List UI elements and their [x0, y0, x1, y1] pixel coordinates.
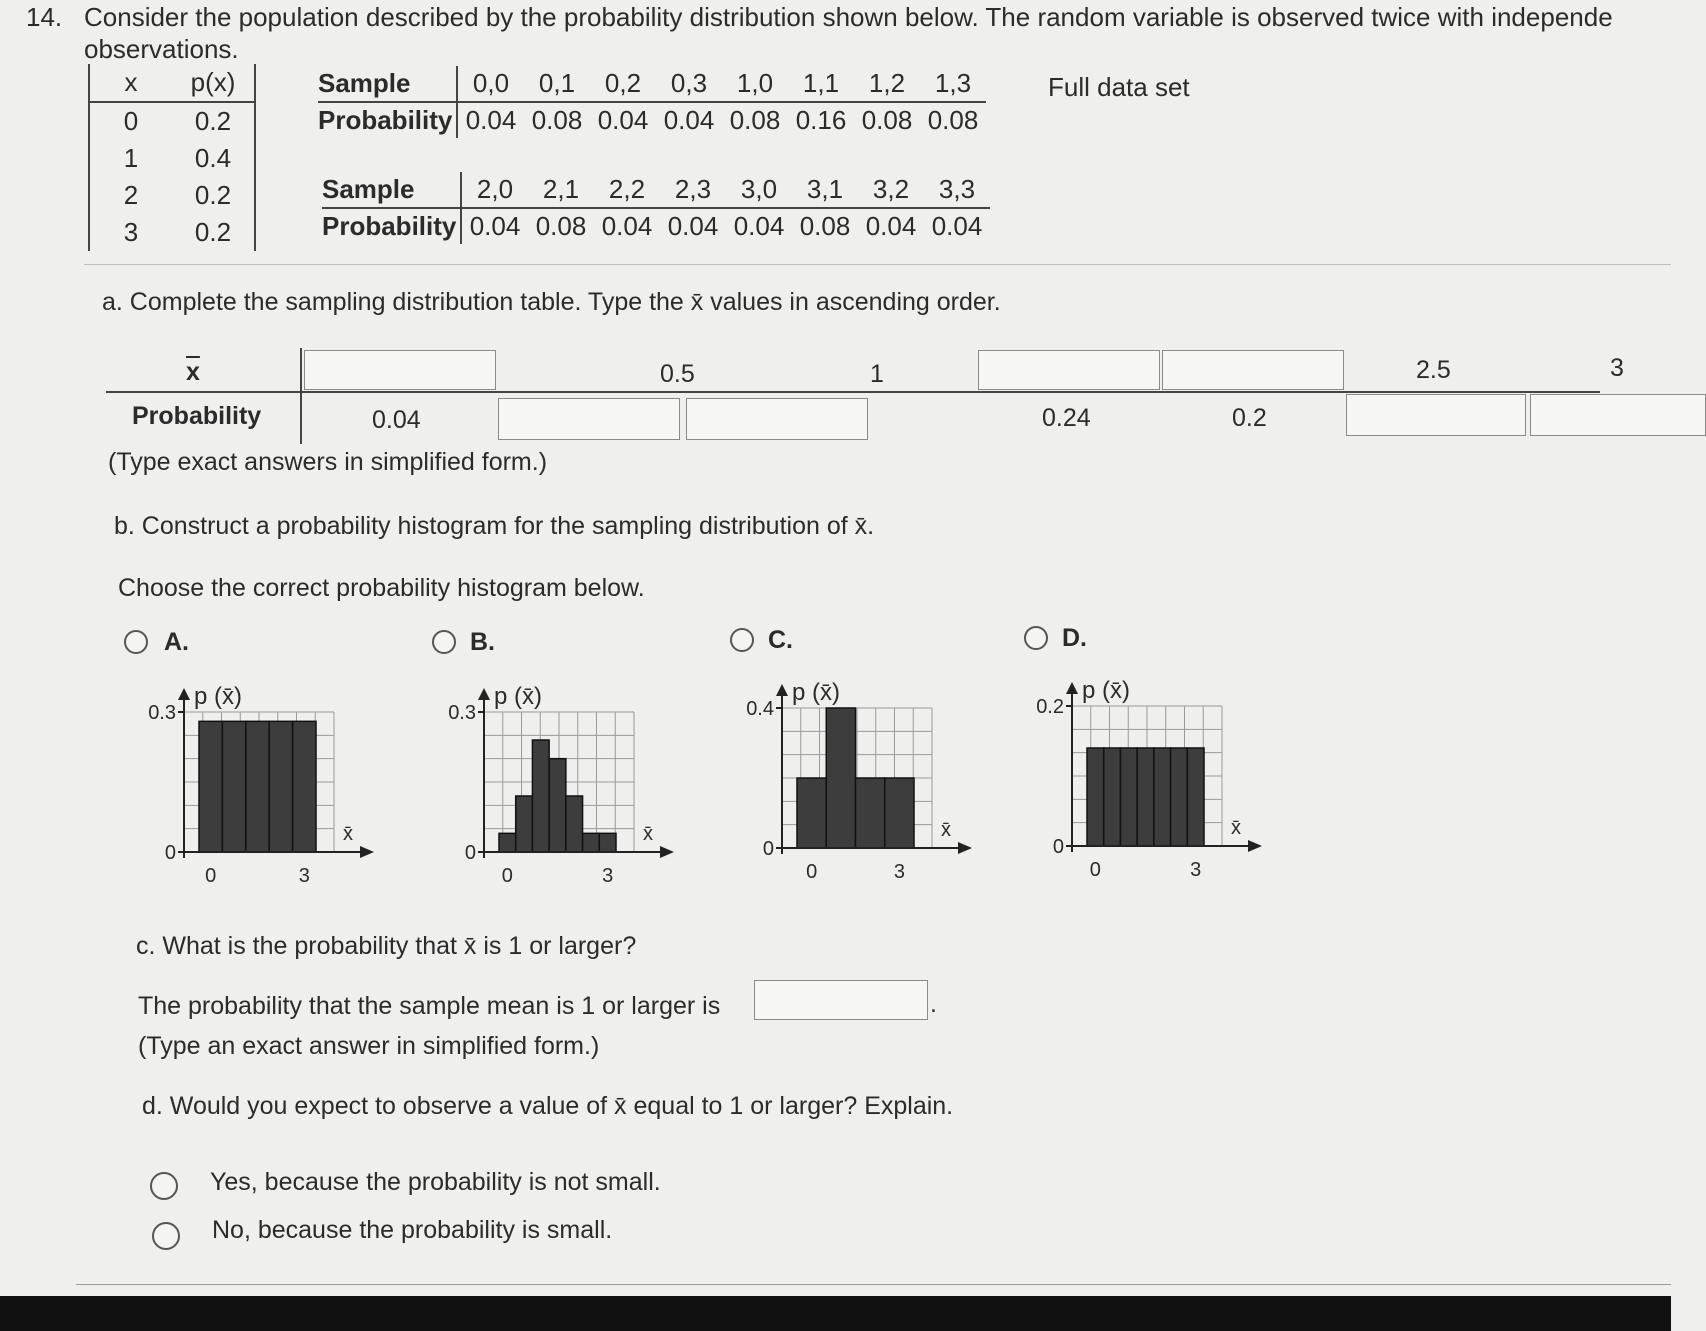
prob-cell: 0.04 — [733, 211, 785, 241]
part-d-yes-label: Yes, because the probability is not small. — [210, 1168, 661, 1196]
x-axis-title: x̄ — [941, 819, 951, 841]
prob-cell: 0.04 — [667, 211, 719, 241]
prob-cell: 0.04 — [597, 105, 649, 135]
prob-cell: 0.04 — [663, 105, 715, 135]
x-axis-title: x̄ — [1231, 817, 1241, 839]
sample-row-label: Sample — [318, 66, 457, 102]
histogram-bar — [599, 833, 616, 852]
part-c-answer-suffix: . — [930, 990, 937, 1018]
prob-input-2[interactable] — [498, 398, 680, 440]
x-tick-3: 3 — [893, 861, 905, 883]
prob-cell: 0.16 — [795, 105, 847, 135]
histogram-bar — [549, 759, 566, 852]
y-max-label: 0.4 — [746, 698, 774, 720]
sample-cell: 1,3 — [934, 68, 972, 98]
histogram-bar — [1187, 748, 1204, 846]
y-axis-arrow — [1066, 682, 1078, 694]
xbar-value: 0.5 — [660, 360, 695, 388]
sample-cell: 3,1 — [806, 174, 844, 204]
x-axis-arrow — [958, 842, 972, 854]
pop-p: 0.2 — [194, 217, 232, 247]
x-axis-arrow — [1248, 840, 1262, 852]
histogram-bar — [826, 708, 855, 848]
histogram-bar — [1154, 748, 1171, 846]
sample-cell: 3,0 — [740, 174, 778, 204]
part-c-answer-input[interactable] — [754, 980, 928, 1020]
pop-p: 0.2 — [194, 106, 232, 136]
histogram-bar — [1137, 748, 1154, 846]
x-axis-title: x̄ — [343, 823, 353, 845]
histogram-svg — [738, 666, 978, 883]
histogram-svg — [1028, 664, 1268, 881]
histogram-c — [738, 666, 978, 883]
part-b-choose: Choose the correct probability histogram below. — [118, 574, 645, 602]
sample-cell: 2,1 — [542, 174, 580, 204]
histogram-bar — [532, 740, 549, 852]
sample-cell: 1,0 — [736, 68, 774, 98]
prob-input-7[interactable] — [1530, 394, 1706, 436]
prob-cell: 0.04 — [865, 211, 917, 241]
x-tick-3: 3 — [602, 865, 614, 887]
histogram-bar — [199, 721, 222, 852]
x-tick-3: 3 — [298, 865, 310, 887]
xbar-input-1[interactable] — [304, 350, 496, 390]
histogram-bar — [1171, 748, 1188, 846]
probability-row-label: Probability — [318, 102, 457, 138]
sampling-distribution-table — [106, 348, 1624, 448]
y-axis-arrow — [776, 684, 788, 696]
option-a-label: A. — [164, 628, 189, 656]
histogram-d — [1028, 664, 1268, 881]
option-d-radio[interactable] — [1024, 626, 1048, 650]
prob-cell: 0.04 — [931, 211, 983, 241]
sample-table-1 — [318, 66, 986, 138]
pop-x: 3 — [123, 217, 139, 247]
col-x: x — [124, 67, 138, 97]
probability-label: Probability — [132, 402, 262, 430]
pop-p: 0.2 — [194, 180, 232, 210]
probability-row-label: Probability — [322, 208, 461, 244]
histogram-bar — [1120, 748, 1137, 846]
table-rule — [106, 391, 1600, 393]
y-zero-label: 0 — [464, 842, 476, 864]
xbar-value: 1 — [870, 360, 884, 388]
histogram-bar — [269, 721, 292, 852]
sample-cell: 2,2 — [608, 174, 646, 204]
prob-cell: 0.08 — [531, 105, 583, 135]
histogram-bar — [797, 778, 826, 848]
table-divider — [300, 348, 302, 444]
y-axis-title: p (x̄) — [1082, 677, 1130, 704]
sample-cell: 3,3 — [938, 174, 976, 204]
bottom-divider — [76, 1284, 1671, 1285]
y-zero-label: 0 — [164, 842, 176, 864]
option-d-label: D. — [1062, 624, 1087, 652]
option-a-radio[interactable] — [124, 630, 148, 654]
pop-x: 0 — [123, 106, 139, 136]
x-tick-0: 0 — [205, 865, 217, 887]
pop-x: 2 — [123, 180, 139, 210]
part-b-prompt: b. Construct a probability histogram for the sampling distribution of x̄. — [114, 512, 875, 540]
prob-cell: 0.04 — [469, 211, 521, 241]
y-zero-label: 0 — [762, 838, 774, 860]
part-c-answer-prefix: The probability that the sample mean is 1 or larger is — [138, 992, 721, 1020]
question-text: Consider the population described by the probability distribution shown below. The random variable is observed twice with independe — [84, 2, 1613, 32]
histogram-bar — [885, 778, 914, 848]
histogram-bar — [1104, 748, 1121, 846]
histogram-bar — [516, 796, 533, 852]
x-tick-0: 0 — [806, 861, 818, 883]
histogram-bar — [1087, 748, 1104, 846]
histogram-b — [440, 670, 680, 887]
histogram-bar — [566, 796, 583, 852]
population-table — [88, 64, 256, 251]
xbar-input-4[interactable] — [978, 350, 1160, 390]
x-axis-arrow — [360, 846, 374, 858]
col-px: p(x) — [190, 67, 236, 97]
sample-cell: 2,0 — [476, 174, 514, 204]
option-b-radio[interactable] — [432, 630, 456, 654]
option-c-radio[interactable] — [730, 628, 754, 652]
option-c-label: C. — [768, 626, 793, 654]
prob-cell: 0.08 — [861, 105, 913, 135]
divider — [84, 264, 1671, 265]
histogram-bar — [293, 721, 316, 852]
prob-cell: 0.04 — [465, 105, 517, 135]
histogram-svg — [440, 670, 680, 887]
prob-input-3[interactable] — [686, 398, 868, 440]
y-axis-title: p (x̄) — [194, 683, 242, 710]
histogram-bar — [856, 778, 885, 848]
question-text-cont: observations. — [84, 34, 239, 64]
xbar-input-5[interactable] — [1162, 350, 1344, 390]
y-max-label: 0.2 — [1036, 696, 1064, 718]
sample-cell: 3,2 — [872, 174, 910, 204]
sample-cell: 1,1 — [802, 68, 840, 98]
screen-bezel — [0, 1296, 1671, 1331]
prob-cell: 0.08 — [729, 105, 781, 135]
y-axis-arrow — [178, 688, 190, 700]
histogram-bar — [499, 833, 516, 852]
part-d-no-radio[interactable] — [152, 1222, 180, 1250]
sample-cell: 0,3 — [670, 68, 708, 98]
part-c-note: (Type an exact answer in simplified form.) — [138, 1032, 600, 1060]
y-axis-arrow — [478, 688, 490, 700]
prob-cell: 0.08 — [535, 211, 587, 241]
y-max-label: 0.3 — [148, 702, 176, 724]
xbar-label: $\overline{x}$ — [186, 358, 200, 386]
sample-table-2 — [322, 172, 990, 244]
part-c-prompt: c. What is the probability that x̄ is 1 or larger? — [136, 932, 637, 960]
prob-value: 0.04 — [372, 406, 421, 434]
prob-cell: 0.04 — [601, 211, 653, 241]
histogram-a — [140, 670, 380, 887]
xbar-value: 2.5 — [1416, 356, 1451, 384]
y-max-label: 0.3 — [448, 702, 476, 724]
full-data-set-link[interactable]: Full data set — [1048, 72, 1190, 102]
y-axis-title: p (x̄) — [792, 679, 840, 706]
option-b-label: B. — [470, 628, 495, 656]
prob-input-6[interactable] — [1346, 394, 1526, 436]
histogram-bar — [222, 721, 245, 852]
histogram-bar — [246, 721, 269, 852]
question-number: 14. — [26, 2, 63, 32]
y-axis-title: p (x̄) — [494, 683, 542, 710]
pop-x: 1 — [123, 143, 139, 173]
part-a-prompt: a. Complete the sampling distribution table. Type the x̄ values in ascending order. — [102, 288, 1001, 316]
x-axis-arrow — [660, 846, 674, 858]
sample-cell: 0,0 — [472, 68, 510, 98]
x-tick-0: 0 — [501, 865, 513, 887]
prob-value: 0.24 — [1042, 404, 1091, 432]
part-d-yes-radio[interactable] — [150, 1172, 178, 1200]
x-axis-title: x̄ — [643, 823, 653, 845]
sample-cell: 0,1 — [538, 68, 576, 98]
sample-row-label: Sample — [322, 172, 461, 208]
prob-value: 0.2 — [1232, 404, 1267, 432]
sample-cell: 1,2 — [868, 68, 906, 98]
histogram-svg — [140, 670, 380, 887]
x-tick-3: 3 — [1190, 859, 1202, 881]
xbar-value: 3 — [1610, 354, 1624, 382]
x-tick-0: 0 — [1089, 859, 1101, 881]
part-a-note: (Type exact answers in simplified form.) — [108, 448, 548, 476]
prob-cell: 0.08 — [799, 211, 851, 241]
sample-cell: 0,2 — [604, 68, 642, 98]
part-d-no-label: No, because the probability is small. — [212, 1216, 613, 1244]
part-d-prompt: d. Would you expect to observe a value of x̄ equal to 1 or larger? Explain. — [142, 1092, 954, 1120]
y-zero-label: 0 — [1052, 836, 1064, 858]
pop-p: 0.4 — [194, 143, 232, 173]
sample-cell: 2,3 — [674, 174, 712, 204]
histogram-bar — [583, 833, 600, 852]
prob-cell: 0.08 — [927, 105, 979, 135]
